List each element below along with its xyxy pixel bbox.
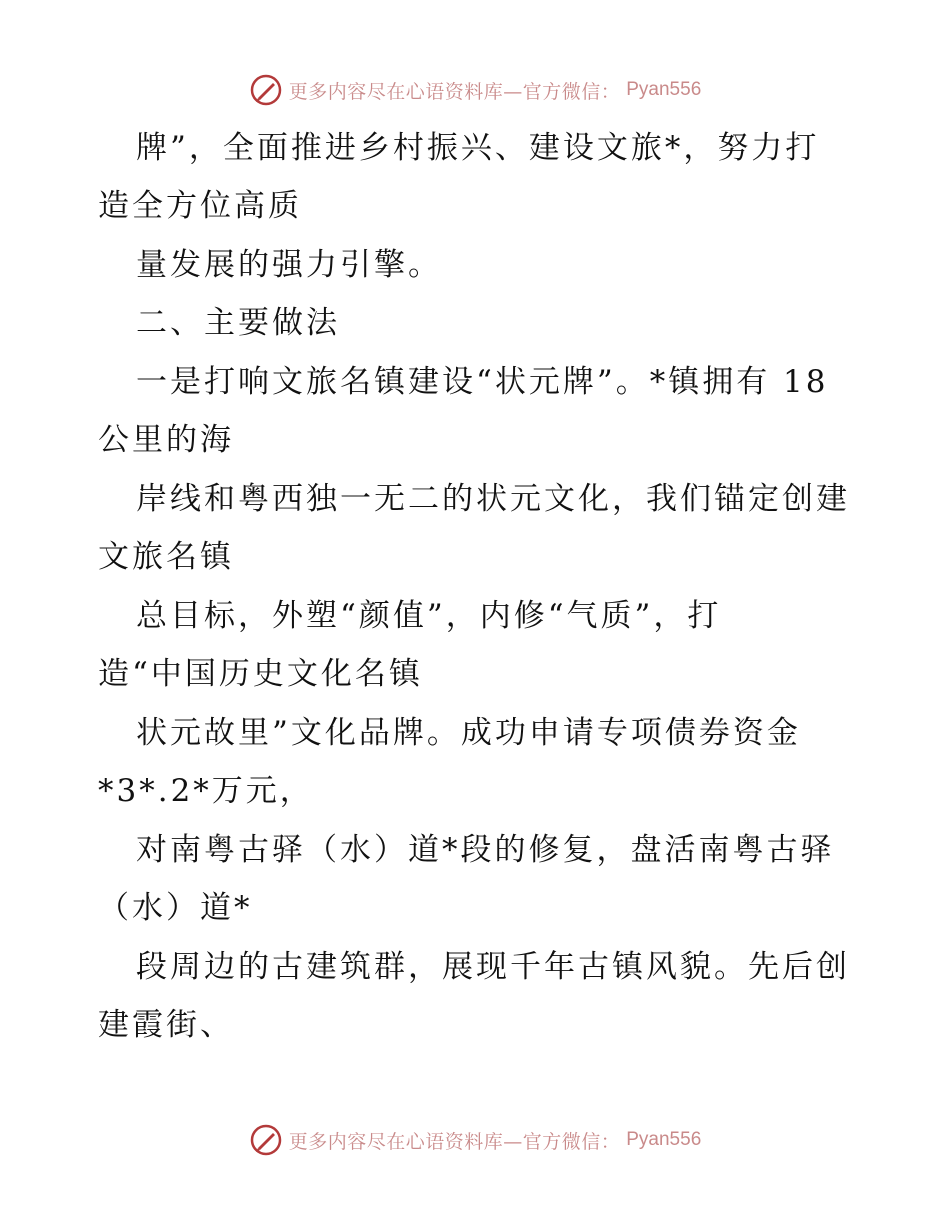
paragraph-line: 建霞街、 xyxy=(98,1007,234,1043)
watermark-wechat-id: Pyan556 xyxy=(626,1129,702,1150)
watermark-wechat-id: Pyan556 xyxy=(626,79,702,100)
watermark-text: 更多内容尽在心语资料库—官方微信： xyxy=(288,1130,621,1153)
footer-watermark xyxy=(0,1120,950,1160)
paragraph-line: 对南粤古驿（水）道*段的修复，盘活南粤古驿 xyxy=(136,832,835,868)
paragraph-line: 总目标，外塑“颜值”，内修“气质”，打 xyxy=(136,598,722,634)
paragraph-line: 文旅名镇 xyxy=(98,539,234,575)
paragraph-line: （水）道* xyxy=(98,890,253,926)
paragraph-line: 一是打响文旅名镇建设“状元牌”。*镇拥有 18 xyxy=(136,364,829,400)
quill-logo-icon xyxy=(249,1123,283,1157)
paragraph-line: 牌”，全面推进乡村振兴、建设文旅*，努力打 xyxy=(136,130,820,166)
paragraph-line: 造全方位高质 xyxy=(98,188,302,224)
paragraph-line: 段周边的古建筑群，展现千年古镇风貌。先后创 xyxy=(136,949,850,985)
paragraph-line: *3*.2*万元， xyxy=(98,773,314,809)
paragraph-line: 公里的海 xyxy=(98,422,234,458)
paragraph-line: 造“中国历史文化名镇 xyxy=(98,656,423,692)
watermark-text: 更多内容尽在心语资料库—官方微信： xyxy=(288,80,621,103)
paragraph-line: 状元故里”文化品牌。成功申请专项债券资金 xyxy=(136,715,801,751)
section-heading: 二、主要做法 xyxy=(136,305,340,341)
paragraph-line: 量发展的强力引擎。 xyxy=(136,247,442,283)
paragraph-line: 岸线和粤西独一无二的状元文化，我们锚定创建 xyxy=(136,481,850,517)
